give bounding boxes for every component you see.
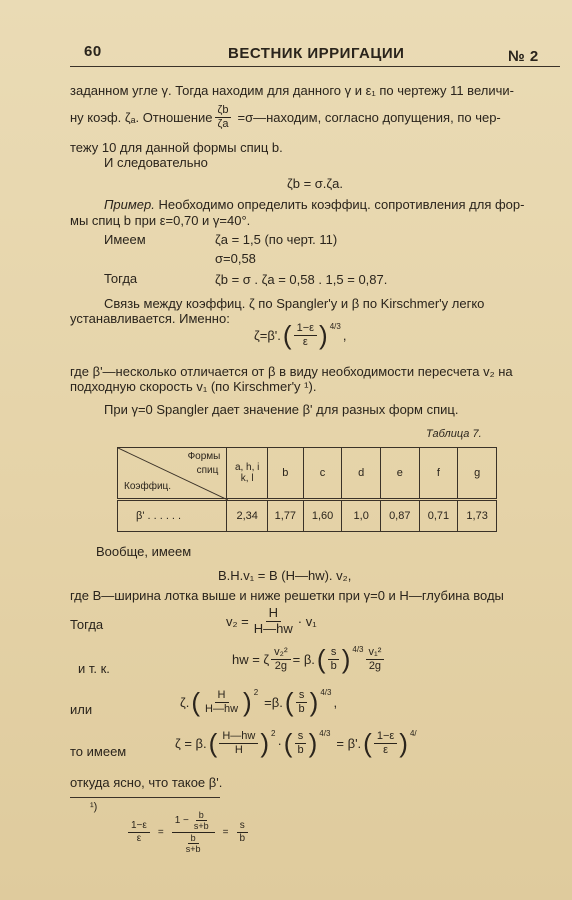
fn-a-den: ε bbox=[136, 832, 142, 844]
example-line-2: мы спиц b при ε=0,70 и γ=40°. bbox=[70, 213, 251, 228]
fn-a-num: 1−ε bbox=[128, 820, 150, 833]
in-general-line: Вообще, имеем bbox=[96, 544, 192, 559]
fn-b-inner bbox=[191, 810, 212, 832]
ili-sb-fraction bbox=[296, 689, 308, 715]
ti-sd: b bbox=[297, 743, 304, 756]
hw-sb-fraction bbox=[328, 646, 340, 672]
then-equation: ζb = σ . ζa = 0,58 . 1,5 = 0,87. bbox=[215, 272, 388, 287]
where-b-line: где B—ширина лотка выше и ниже решетки при γ=0 и H—глубина воды bbox=[70, 588, 504, 603]
header-forms: Формы bbox=[187, 451, 221, 462]
header-coeff: Коэффиц. bbox=[124, 481, 172, 492]
toimeem-formula bbox=[175, 728, 417, 759]
text-line-4: И следовательно bbox=[104, 155, 208, 170]
fn-b-den-num: b bbox=[188, 833, 199, 844]
ili-den: H—hw bbox=[205, 702, 239, 715]
text-line-2 bbox=[70, 104, 501, 130]
ratio-den: ζa bbox=[217, 117, 229, 130]
cell-d: 1,0 bbox=[342, 500, 381, 532]
header-spokes: спиц bbox=[196, 465, 219, 476]
zeta-fraction bbox=[294, 322, 317, 348]
fn-b-inner-num: b bbox=[196, 810, 207, 821]
hw-lhs: hw = ζ bbox=[232, 651, 270, 667]
ti-exponent-3: 4/ bbox=[409, 728, 417, 738]
col-header-ahikl-line2: k, l bbox=[240, 473, 254, 484]
hw-sn: s bbox=[328, 646, 340, 660]
ti-den2: ε bbox=[383, 743, 389, 756]
hw-num2: v₁² bbox=[366, 646, 385, 660]
cell-c: 1,60 bbox=[303, 500, 342, 532]
example-label: Пример. bbox=[104, 197, 155, 212]
fn-b-den-frac bbox=[183, 833, 204, 855]
hw-num1: v₂² bbox=[271, 646, 290, 660]
text-line-3: тежу 10 для данной формы спиц b. bbox=[70, 140, 283, 155]
footnote-formula bbox=[128, 810, 248, 854]
paren-open: ( bbox=[191, 687, 201, 718]
zeta-lhs: ζ=β'. bbox=[254, 327, 281, 343]
ratio-fraction bbox=[215, 104, 232, 130]
hw-mid: = β. bbox=[292, 651, 315, 667]
v2-formula bbox=[226, 606, 317, 637]
paren-close: ) bbox=[308, 728, 318, 759]
ili-sd: b bbox=[298, 702, 305, 715]
multiply-dot: · bbox=[277, 735, 282, 751]
col-header-ahikl-line1: a, h, i bbox=[234, 462, 260, 473]
ratio-num: ζb bbox=[215, 104, 232, 118]
table-7 bbox=[117, 447, 497, 532]
paren-open: ( bbox=[363, 728, 372, 759]
table-caption: Таблица 7. bbox=[426, 428, 482, 440]
ti-exponent-2: 4/3 bbox=[319, 728, 331, 738]
cell-ahikl: 2,34 bbox=[227, 500, 268, 532]
header-rule bbox=[70, 66, 560, 67]
ti-exponent: 2 bbox=[271, 728, 276, 738]
v2-fraction bbox=[251, 606, 296, 637]
cell-e: 0,87 bbox=[380, 500, 419, 532]
paren-close: ) bbox=[319, 320, 328, 351]
example-rest: Необходимо определить коэффиц. сопротивления для фор- bbox=[158, 197, 525, 212]
fn-b-den-den: s+b bbox=[185, 844, 201, 855]
cell-f: 0,71 bbox=[419, 500, 458, 532]
ti-den: H bbox=[234, 743, 243, 756]
fn-fraction-a bbox=[128, 820, 150, 844]
ti-sn: s bbox=[295, 730, 307, 744]
hw-den2: 2g bbox=[368, 659, 382, 672]
fn-b-numerator bbox=[172, 810, 215, 833]
spangler-line: При γ=0 Spangler дает значение β' для разных форм спиц. bbox=[104, 402, 459, 417]
fn-c-den: b bbox=[239, 832, 246, 844]
ili-exponent: 2 bbox=[253, 687, 259, 697]
col-header-b: b bbox=[267, 448, 303, 500]
paren-open: ( bbox=[282, 320, 292, 351]
ti-mid: = β'. bbox=[336, 735, 362, 751]
have-label: Имеем bbox=[104, 232, 146, 247]
v2-num: H bbox=[266, 606, 281, 622]
col-header-f: f bbox=[419, 448, 458, 500]
table-header-corner bbox=[118, 448, 227, 500]
where-line-1: где β'—несколько отличается от β в виду необходимости пересчета v₂ на bbox=[70, 364, 513, 379]
link-line-1: Связь между коэффиц. ζ по Spangler'y и β по Kirschmer'y легко bbox=[104, 296, 485, 311]
line2-end: =σ—находим, согласно допущения, по чер- bbox=[237, 109, 501, 125]
fn-fraction-b bbox=[172, 810, 215, 854]
paren-close: ) bbox=[309, 687, 319, 718]
paren-close: ) bbox=[399, 728, 408, 759]
ili-label: или bbox=[70, 702, 93, 717]
col-header-g: g bbox=[458, 448, 497, 500]
issue-number: № 2 bbox=[508, 48, 539, 65]
paren-close: ) bbox=[260, 728, 269, 759]
fn-eq1: = bbox=[157, 826, 164, 838]
col-header-c: c bbox=[303, 448, 342, 500]
paren-open: ( bbox=[208, 728, 218, 759]
row-label-beta: β' . . . . . . bbox=[118, 500, 227, 532]
zeta-den: ε bbox=[302, 335, 308, 348]
paren-open: ( bbox=[316, 644, 326, 675]
whence-line: откуда ясно, что такое β'. bbox=[70, 775, 223, 790]
paren-open: ( bbox=[283, 728, 293, 759]
hw-den1: 2g bbox=[274, 659, 288, 672]
then2-label: Тогда bbox=[70, 617, 104, 632]
paren-close: ) bbox=[341, 644, 351, 675]
ti-num2: 1−ε bbox=[374, 730, 397, 744]
journal-title: ВЕСТНИК ИРРИГАЦИИ bbox=[228, 45, 405, 62]
hw-formula bbox=[232, 644, 384, 675]
fn-eq2: = bbox=[222, 826, 229, 838]
fn-fraction-c bbox=[237, 820, 249, 844]
ili-num: H bbox=[215, 689, 229, 703]
ti-eps-fraction bbox=[374, 730, 397, 756]
ili-sn: s bbox=[296, 689, 308, 703]
have-eq-2: σ=0,58 bbox=[215, 251, 256, 266]
then-label: Тогда bbox=[104, 271, 138, 286]
line2-start: ну коэф. ζₐ. Отношение bbox=[70, 109, 213, 125]
ili-formula bbox=[180, 687, 338, 718]
fn-b-denominator bbox=[180, 833, 207, 855]
fn-b-top: 1 − bbox=[174, 815, 189, 827]
ili-exponent-2: 4/3 bbox=[320, 687, 332, 697]
v2-rhs: · v₁ bbox=[297, 613, 317, 629]
zeta-beta-formula bbox=[254, 320, 347, 351]
zeta-num: 1−ε bbox=[294, 322, 317, 336]
ili-mid: =β. bbox=[264, 694, 283, 710]
footnote-rule bbox=[70, 797, 220, 798]
footnote-mark: ¹) bbox=[90, 801, 98, 813]
ili-end: , bbox=[333, 694, 338, 710]
fn-b-inner-den: s+b bbox=[193, 821, 209, 832]
col-header-d: d bbox=[342, 448, 381, 500]
v2-den: H—hw bbox=[253, 620, 293, 636]
fn-c-num: s bbox=[237, 820, 248, 833]
paren-close: ) bbox=[243, 687, 252, 718]
ti-fraction bbox=[219, 730, 258, 756]
have-eq-1: ζa = 1,5 (по черт. 11) bbox=[215, 232, 338, 247]
comma: , bbox=[342, 327, 347, 343]
itk-label: и т. к. bbox=[78, 661, 110, 676]
link-line-2: устанавливается. Именно: bbox=[70, 311, 230, 326]
cell-g: 1,73 bbox=[458, 500, 497, 532]
cell-b: 1,77 bbox=[267, 500, 303, 532]
page-number: 60 bbox=[84, 43, 102, 60]
example-line-1 bbox=[104, 197, 524, 212]
ti-sb-fraction bbox=[294, 730, 306, 756]
equation-1: ζb = σ.ζa. bbox=[287, 176, 343, 191]
col-header-e: e bbox=[380, 448, 419, 500]
paren-open: ( bbox=[284, 687, 294, 718]
hw-sd: b bbox=[330, 659, 337, 672]
hw-exponent: 4/3 bbox=[352, 644, 364, 654]
hw-fraction-2 bbox=[366, 646, 385, 672]
text-line-1: заданном угле γ. Тогда находим для данного γ и ε₁ по чертежу 11 величи- bbox=[70, 83, 514, 98]
ili-fraction bbox=[202, 689, 241, 715]
ti-lhs: ζ = β. bbox=[175, 735, 207, 751]
bhv-equation: B.H.v₁ = B (H—hw). v₂, bbox=[218, 568, 352, 583]
where-line-2: подходную скорость v₁ (по Kirschmer'y ¹). bbox=[70, 379, 317, 394]
toimeem-label: то имеем bbox=[70, 744, 127, 759]
hw-fraction-1 bbox=[271, 646, 290, 672]
zeta-exponent: 4/3 bbox=[329, 321, 341, 331]
table-row bbox=[118, 500, 497, 532]
ili-lhs: ζ. bbox=[180, 694, 190, 710]
ti-num: H—hw bbox=[219, 730, 258, 744]
v2-lhs: v₂ = bbox=[226, 613, 249, 629]
col-header-ahikl bbox=[227, 448, 268, 500]
